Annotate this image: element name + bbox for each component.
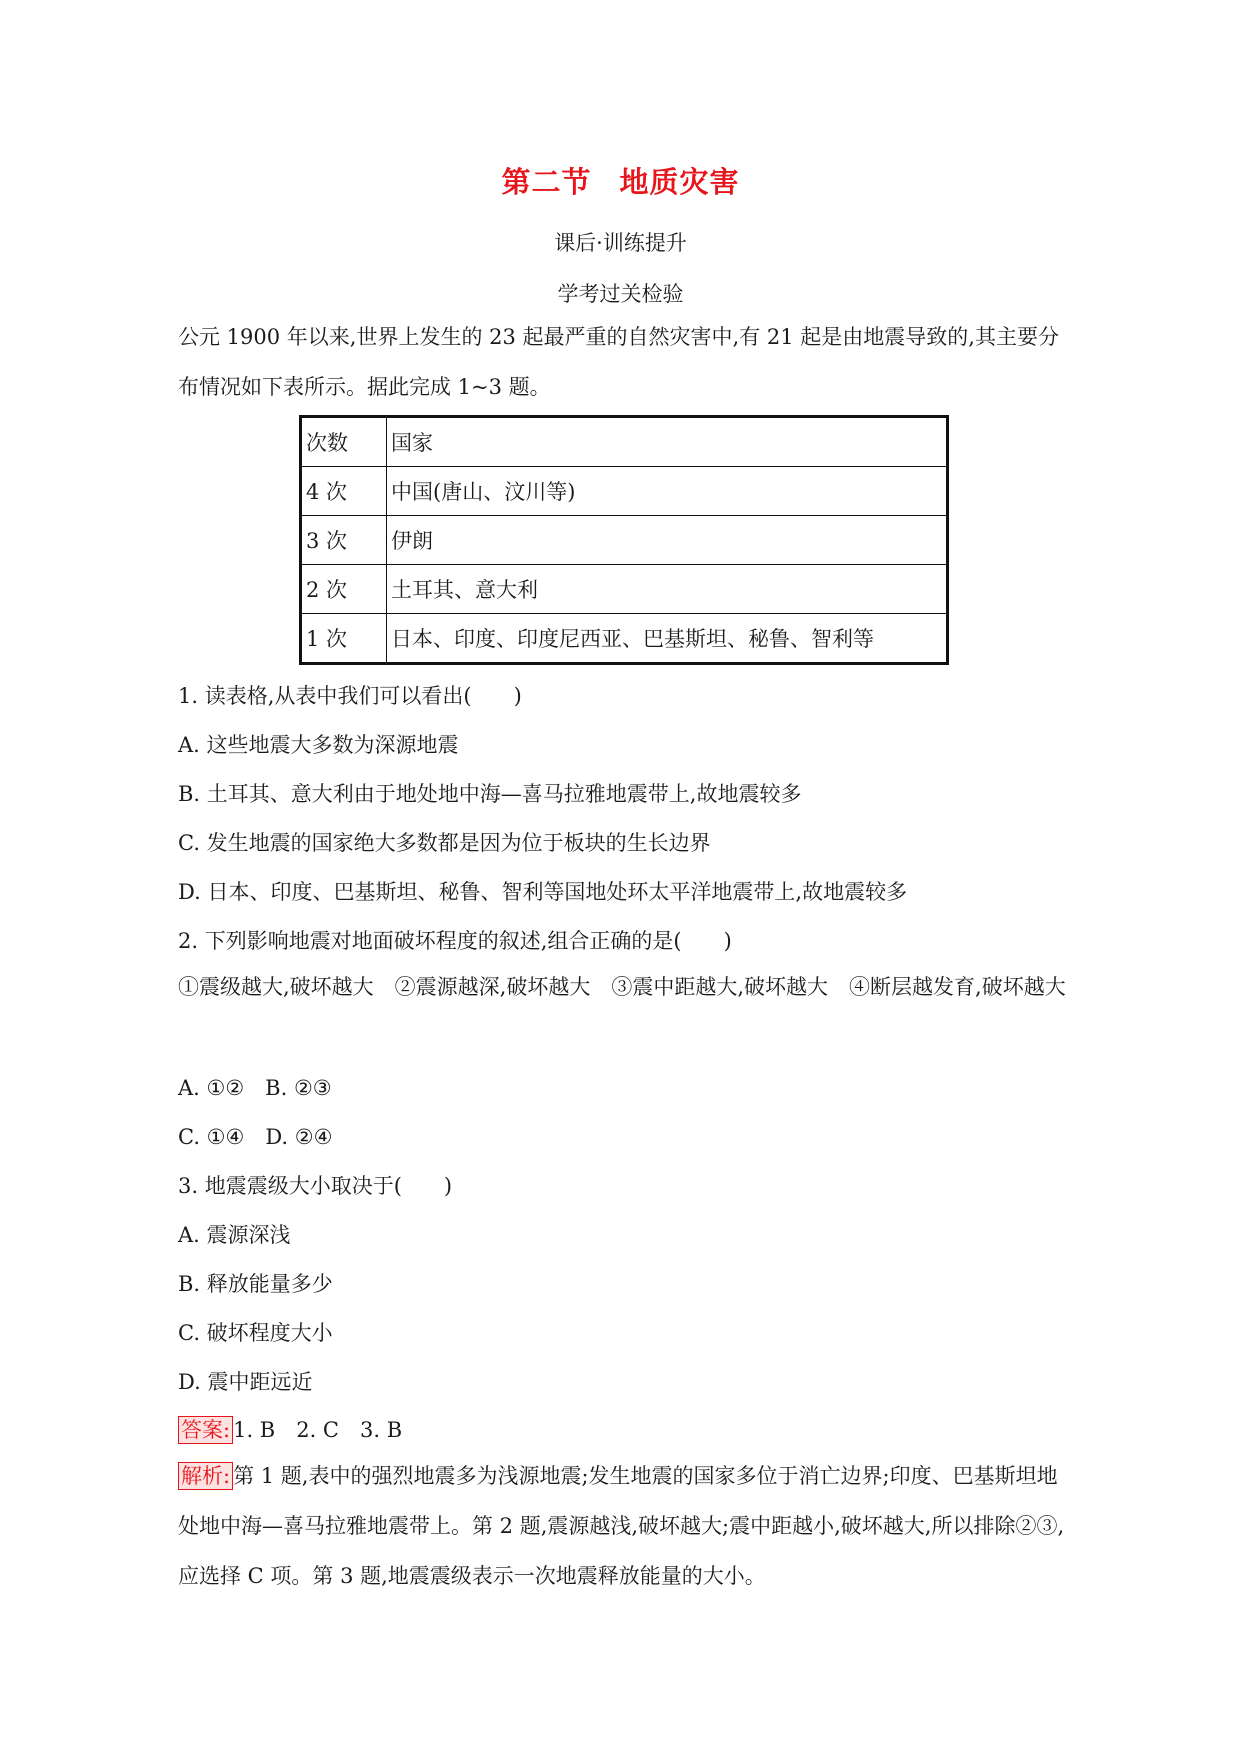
- table-header-row: [301, 417, 948, 467]
- table-cell: 伊朗: [387, 516, 948, 565]
- section-heading: 学考过关检验: [557, 282, 684, 306]
- analysis-paragraph: [178, 1451, 1068, 1601]
- table-row: [301, 614, 948, 664]
- title-part1: 第二节: [501, 165, 592, 199]
- answer-line: [178, 1414, 402, 1444]
- table-cell: 2 次: [301, 565, 387, 614]
- question-2-stem: 2. 下列影响地震对地面破坏程度的叙述,组合正确的是( ): [178, 929, 732, 953]
- question-3-stem: 3. 地震震级大小取决于( ): [178, 1174, 453, 1198]
- question-1-option-c: C. 发生地震的国家绝大多数都是因为位于板块的生长边界: [178, 831, 711, 855]
- analysis-text: 第 1 题,表中的强烈地震多为浅源地震;发生地震的国家多位于消亡边界;印度、巴基斯坦地处地中海—喜马拉雅地震带上。第 2 题,震源越浅,破坏越大;震中距越小,破坏越大,所以排除②③,应选择 C 项。第 3 题,地震震级表示一次地震释放能量的大小。: [178, 1464, 1065, 1588]
- table-cell: 3 次: [301, 516, 387, 565]
- page-title: [0, 160, 1241, 201]
- question-2-options-cd: C. ①④ D. ②④: [178, 1125, 333, 1149]
- answer-text: 1. B 2. C 3. B: [233, 1418, 403, 1442]
- table-cell: 1 次: [301, 614, 387, 664]
- subtitle: 课后·训练提升: [554, 231, 687, 255]
- intro-paragraph: 公元 1900 年以来,世界上发生的 23 起最严重的自然灾害中,有 21 起是由地震导致的,其主要分布情况如下表所示。据此完成 1~3 题。: [178, 325, 1059, 399]
- table-cell: 土耳其、意大利: [387, 565, 948, 614]
- table-cell: 4 次: [301, 467, 387, 516]
- question-3-option-c: C. 破坏程度大小: [178, 1321, 333, 1345]
- earthquake-table: [299, 415, 949, 665]
- table-row: [301, 565, 948, 614]
- question-1-option-a: A. 这些地震大多数为深源地震: [178, 733, 459, 757]
- question-1-stem: 1. 读表格,从表中我们可以看出( ): [178, 684, 522, 708]
- question-1-option-b: B. 土耳其、意大利由于地处地中海—喜马拉雅地震带上,故地震较多: [178, 782, 802, 806]
- title-part2: 地质灾害: [619, 165, 740, 199]
- question-2-items: ①震级越大,破坏越大 ②震源越深,破坏越大 ③震中距越大,破坏越大 ④断层越发育,破坏越大: [178, 975, 1066, 999]
- table-row: [301, 467, 948, 516]
- answer-tag: 答案:: [178, 1416, 233, 1444]
- table-cell: 中国(唐山、汶川等): [387, 467, 948, 516]
- question-1-option-d: D. 日本、印度、巴基斯坦、秘鲁、智利等国地处环太平洋地震带上,故地震较多: [178, 880, 908, 904]
- table-header-cell: 国家: [387, 417, 948, 467]
- question-3-option-a: A. 震源深浅: [178, 1223, 291, 1247]
- question-3-option-b: B. 释放能量多少: [178, 1272, 333, 1296]
- table-header-cell: 次数: [301, 417, 387, 467]
- table-row: [301, 516, 948, 565]
- question-3-option-d: D. 震中距远近: [178, 1370, 313, 1394]
- question-2-options-ab: A. ①② B. ②③: [178, 1076, 332, 1100]
- table-cell: 日本、印度、印度尼西亚、巴基斯坦、秘鲁、智利等: [387, 614, 948, 664]
- analysis-tag: 解析:: [178, 1462, 233, 1490]
